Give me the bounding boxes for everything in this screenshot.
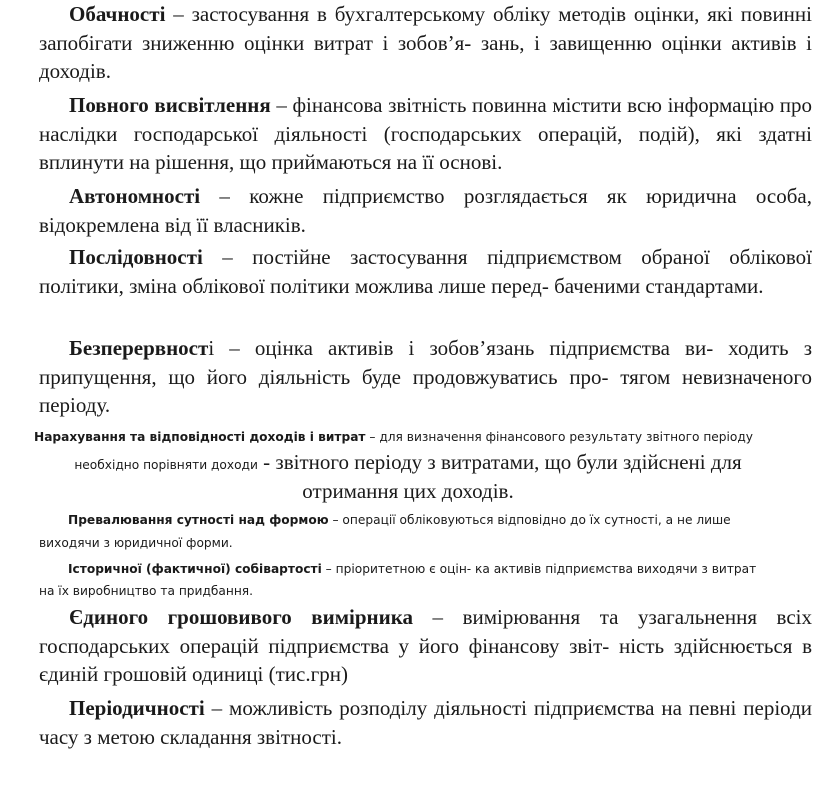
term-periodychnosti: Періодичності <box>69 696 205 720</box>
definition-prevaliuvannia-part-2: виходячи з юридичної форми. <box>39 536 233 550</box>
definition-povnoho-vysvitlennia: – фінансова звітність повинна містити всю інформацію про наслідки господарської діяльності (господарських операцій, подій), які здатні вплинути на рішення, що приймаються на її основі. <box>39 93 812 174</box>
paragraph-prevaliuvannia-line-1 <box>68 509 816 532</box>
paragraph-avtonomnosti <box>39 182 812 239</box>
definition-yedynoho: – вимірювання та узагальнення всіх господарських операцій підприємства у його фінансову звіт- ність здійснюється в єдиній грошовій одиниці (тис.грн) <box>39 605 813 686</box>
term-prevaliuvannia: Превалювання сутності над формою <box>68 513 329 527</box>
definition-narakhuvannia-part-2: необхідно порівняти доходи <box>74 458 258 472</box>
paragraph-istorychnoi-line-1 <box>68 558 816 581</box>
term-obachnosti: Обачності <box>69 2 166 26</box>
paragraph-povnoho-vysvitlennia <box>39 91 812 177</box>
term-avtonomnosti: Автономності <box>69 184 201 208</box>
paragraph-poslidovnosti <box>39 243 812 300</box>
definition-periodychnosti: – можливість розподілу діяльності підприємства на певні періоди часу з метою складання звітності. <box>39 696 812 749</box>
paragraph-narakhuvannia-line-2 <box>0 449 816 478</box>
paragraph-yedynoho <box>39 603 812 689</box>
definition-poslidovnosti: – постійне застосування підприємством обраної облікової політики, зміна облікової політики можлива лише перед- баченими стандартами. <box>39 245 812 298</box>
definition-narakhuvannia-part-4: отримання цих доходів. <box>302 479 514 503</box>
paragraph-obachnosti <box>39 0 812 86</box>
definition-narakhuvannia-part-3: - звітного періоду з витратами, що були здійснені для <box>257 450 742 474</box>
paragraph-bezperervnosti <box>39 334 812 420</box>
term-bezperervnosti: Безперервност <box>69 336 209 360</box>
definition-bezperervnosti: і – оцінка активів і зобов’язань підприємства ви- ходить з припущення, що його діяльність буде продовжуватись про- тягом невизначеного періоду. <box>39 336 812 417</box>
term-istorychnoi: Історичної (фактичної) собівартості <box>68 562 322 576</box>
term-poslidovnosti: Послідовності <box>69 245 203 269</box>
definition-prevaliuvannia-part-1: – операції обліковуються відповідно до їх сутності, а не лише <box>328 513 731 527</box>
definition-narakhuvannia-part-1: – для визначення фінансового результату звітного періоду <box>365 430 754 444</box>
definition-obachnosti: – застосування в бухгалтерському обліку методів оцінки, які повинні запобігати зниженню оцінки витрат і зобов’я- зань, і завищенню оцінки активів і доходів. <box>39 2 812 83</box>
definition-avtonomnosti: – кожне підприємство розглядається як юридична особа, відокремлена від її власників. <box>39 184 812 237</box>
term-yedynoho: Єдиного грошовивого вимірника <box>69 605 413 629</box>
term-povnoho-vysvitlennia: Повного висвітлення <box>69 93 271 117</box>
definition-istorychnoi-part-1: – пріоритетною є оцін- ка активів підприємства виходячи з витрат <box>321 562 757 576</box>
definition-istorychnoi-part-2: на їх виробництво та придбання. <box>39 584 254 598</box>
paragraph-periodychnosti <box>39 694 812 751</box>
paragraph-narakhuvannia-line-1 <box>34 426 816 449</box>
term-narakhuvannia: Нарахування та відповідності доходів і витрат <box>34 430 366 444</box>
